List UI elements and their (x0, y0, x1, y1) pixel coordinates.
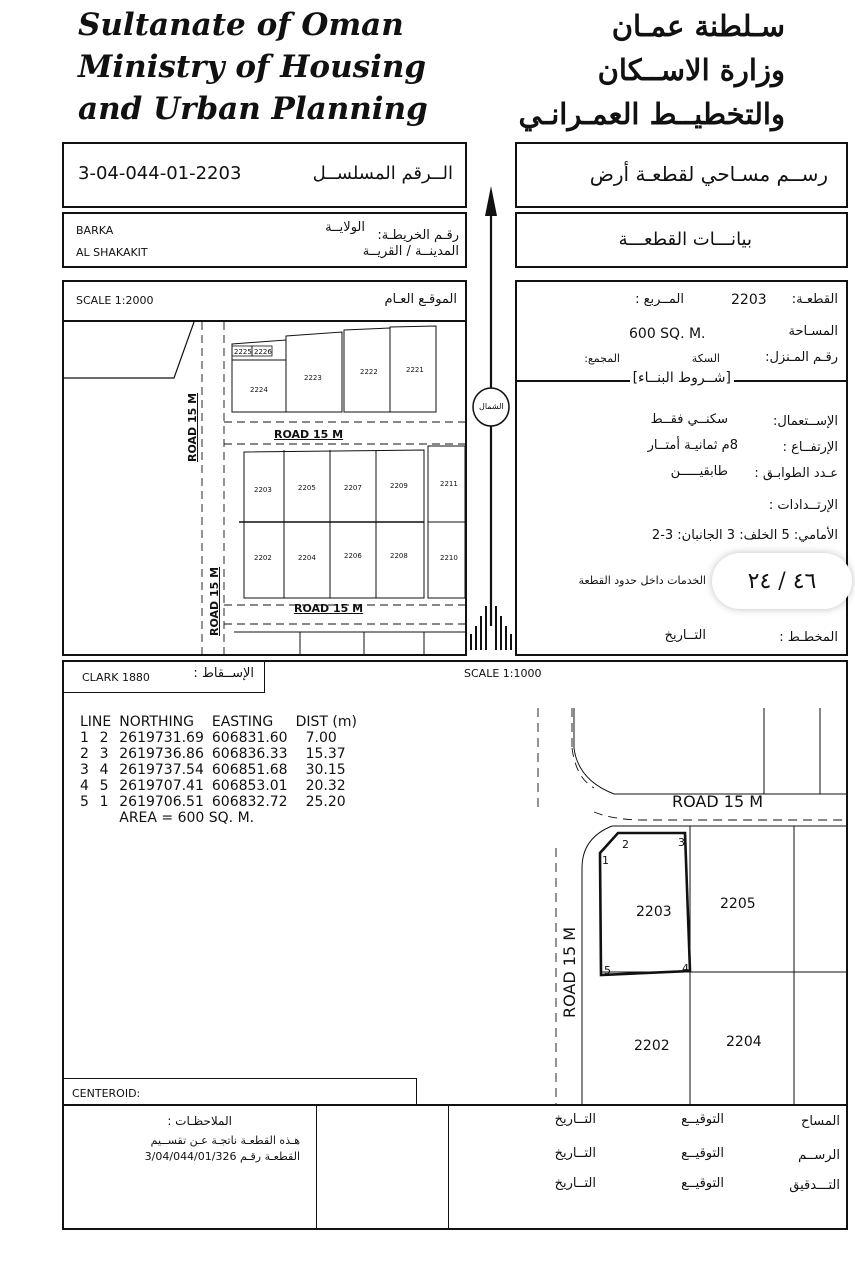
site-plot-2209: 2209 (390, 482, 408, 490)
detail-scale: SCALE 1:1000 (464, 667, 542, 680)
footer-panel (62, 1104, 848, 1230)
coords-northing: 2619706.51 (119, 794, 204, 810)
signoff-sign-audit: التوقيــع (681, 1176, 724, 1191)
coords-easting: 606832.72 (211, 794, 288, 810)
coords-dist: 25.20 (305, 794, 346, 810)
site-road-h2: ROAD 15 M (294, 602, 364, 615)
serial-label: الــرقم المسلســل (312, 163, 453, 184)
coords-from: 4 (80, 778, 89, 794)
signoff-role-surveyor: المساح (800, 1114, 840, 1129)
detail-plot-2203: 2203 (636, 904, 672, 920)
map-no-label: رقـم الخريطـة: (377, 228, 459, 243)
site-plot-2206: 2206 (344, 552, 362, 560)
site-plot-2221: 2221 (406, 366, 424, 374)
site-plot-2207: 2207 (344, 484, 362, 492)
detail-plot-2204: 2204 (726, 1034, 762, 1050)
coords-to: 4 (99, 762, 109, 778)
signoff-date-drawing: التــاريخ (554, 1146, 596, 1161)
site-road-v1: ROAD 15 M (186, 392, 199, 462)
serial-number: 3-04-044-01-2203 (78, 163, 242, 184)
conditions-title-text: شــروط البنــاء (638, 370, 726, 386)
table-row (76, 778, 361, 794)
coords-from: 2 (80, 746, 89, 762)
site-left-parcel (64, 322, 194, 378)
coords-dist: 7.00 (305, 730, 337, 746)
coords-header-easting: EASTING (211, 714, 274, 730)
centroid-box (64, 1078, 417, 1105)
vertex-1: 1 (602, 854, 609, 867)
site-plot-2222: 2222 (360, 368, 378, 376)
vertex-3: 3 (678, 836, 685, 849)
general-site-box (62, 280, 467, 656)
conditions-title: [شــروط البنــاء] (630, 370, 734, 386)
header-en-line1: Sultanate of Oman (78, 7, 404, 43)
site-plot-2202: 2202 (254, 554, 272, 562)
serial-box (62, 142, 467, 208)
coords-from: 5 (80, 794, 89, 810)
signoff-date-surveyor: التــاريخ (554, 1112, 596, 1127)
house-no-label: رقـم المـنزل: (765, 350, 838, 365)
coords-northing: 2619731.69 (119, 730, 204, 746)
coords-to: 2 (99, 730, 109, 746)
coords-easting: 606851.68 (211, 762, 288, 778)
area-row (76, 810, 361, 826)
detail-panel (62, 660, 848, 1106)
area-label: المسـاحة (788, 324, 838, 339)
detail-plot-2205: 2205 (720, 896, 756, 912)
complex-label: المجمع: (584, 352, 620, 365)
coords-to: 5 (99, 778, 109, 794)
coords-area: AREA = 600 SQ. M. (119, 810, 255, 826)
table-row (76, 794, 361, 810)
location-box (62, 212, 467, 268)
coords-header-dist: DIST (m) (295, 714, 357, 730)
coords-northing: 2619707.41 (119, 778, 204, 794)
site-plot-2205: 2205 (298, 484, 316, 492)
detail-road-h: ROAD 15 M (672, 792, 764, 811)
street-label: السكة (691, 352, 720, 365)
coords-dist: 20.32 (305, 778, 346, 794)
height-value: 8م ثمانيـة أمتــار (647, 438, 738, 453)
block-label: المــربع : (635, 292, 684, 307)
site-plot-2224: 2224 (250, 386, 268, 394)
signoff-sign-surveyor: التوقيــع (681, 1112, 724, 1127)
plot-data-title-box (515, 212, 848, 268)
footer-divider-2 (448, 1106, 449, 1228)
table-row (76, 746, 361, 762)
site-plot-2223: 2223 (304, 374, 322, 382)
detail-road-v: ROAD 15 M (560, 926, 579, 1018)
coords-easting: 606836.33 (211, 746, 288, 762)
general-scale: SCALE 1:2000 (76, 294, 154, 307)
village-value: AL SHAKAKIT (76, 246, 148, 259)
wilaya-value: BARKA (76, 224, 114, 237)
site-plot-2226: 2226 (254, 348, 272, 356)
coords-easting: 606831.60 (211, 730, 288, 746)
north-arrow-icon (468, 186, 514, 656)
area-value: 600 SQ. M. (629, 326, 706, 342)
coords-to: 1 (99, 794, 109, 810)
projection-value: CLARK 1880 (82, 671, 150, 684)
services-label: الخدمات داخل حدود القطعة (578, 574, 706, 587)
site-plot-2203: 2203 (254, 486, 272, 494)
english-header (78, 4, 428, 130)
coords-from: 3 (80, 762, 89, 778)
coords-dist: 15.37 (305, 746, 346, 762)
floors-value: طابقيـــــن (670, 464, 728, 479)
doc-title-box (515, 142, 848, 208)
header-ar-line1: سـلطنة عمـان (611, 9, 785, 43)
site-road-v2: ROAD 15 M (208, 566, 221, 636)
table-row (76, 762, 361, 778)
coords-header-northing: NORTHING (119, 714, 194, 730)
site-road-h1: ROAD 15 M (274, 428, 344, 441)
north-label: الشمال (479, 402, 504, 411)
height-label: الإرتفــاع : (782, 440, 838, 455)
plot-label: القطعـة: (791, 292, 838, 307)
site-plot-2208: 2208 (390, 552, 408, 560)
projection-box (64, 662, 265, 693)
coords-header-line: LINE (80, 714, 112, 730)
header-en-line2: Ministry of Housing (78, 49, 427, 85)
site-plot-2225: 2225 (234, 348, 252, 356)
site-plot-2204: 2204 (298, 554, 316, 562)
vertex-4: 4 (682, 962, 689, 975)
coords-northing: 2619737.54 (119, 762, 204, 778)
coords-dist: 30.15 (305, 762, 346, 778)
plot-value: 2203 (731, 292, 767, 308)
plot-data-title: بيانـــات القطعـــة (618, 229, 752, 250)
header-en-line3: and Urban Planning (78, 91, 428, 127)
plan-label: المخطـط : (779, 630, 838, 645)
notes-line2: القطعـة رقـم 3/04/044/01/326 (144, 1150, 300, 1163)
setbacks-value: الأمامي: 5 الخلف: 3 الجانبان: 3-2 (651, 528, 838, 543)
city-village-label: المدينــة / القريــة (362, 244, 459, 259)
coords-easting: 606853.01 (211, 778, 288, 794)
arabic-header (519, 4, 785, 136)
coords-header-row (76, 714, 361, 730)
header-ar-line3: والتخطيــط العمـرانـي (518, 97, 785, 131)
signoff-sign-drawing: التوقيــع (681, 1146, 724, 1161)
table-row (76, 730, 361, 746)
coords-to: 3 (99, 746, 109, 762)
wilaya-label: الولايــة (325, 220, 365, 235)
setbacks-label: الإرتــدادات : (768, 498, 838, 513)
use-label: الإســتعمال: (772, 414, 838, 429)
signoff-role-drawing: الرســم (798, 1148, 840, 1163)
centroid-label: CENTEROID: (72, 1087, 141, 1100)
coords-from: 1 (80, 730, 89, 746)
general-site-label: الموقـع العـام (384, 292, 457, 307)
site-plot-2211: 2211 (440, 480, 458, 488)
notes-title: الملاحظـات : (167, 1114, 232, 1128)
coords-northing: 2619736.86 (119, 746, 204, 762)
footer-divider-1 (316, 1106, 317, 1228)
signoff-date-audit: التــاريخ (554, 1176, 596, 1191)
notes-line1: هـذه القطعـة ناتجـة عـن تقســيم (150, 1134, 300, 1147)
vertex-2: 2 (622, 838, 629, 851)
detail-plot-2202: 2202 (634, 1038, 670, 1054)
coordinates-table (76, 714, 361, 826)
use-value: سكنــي فقــط (650, 412, 728, 427)
signoff-role-audit: التـــدقيق (789, 1178, 840, 1193)
vertex-5: 5 (604, 964, 611, 977)
site-plot-2210: 2210 (440, 554, 458, 562)
page-badge: ٤٦ / ٢٤ (712, 553, 852, 609)
header-ar-line2: وزارة الاســكان (597, 53, 785, 87)
plan-date-label: التــاريخ (664, 628, 706, 643)
projection-label: الإســقاط : (193, 666, 254, 681)
doc-title: رســم مسـاحي لقطعـة أرض (589, 162, 828, 186)
floors-label: عـدد الطوابـق : (754, 466, 838, 481)
